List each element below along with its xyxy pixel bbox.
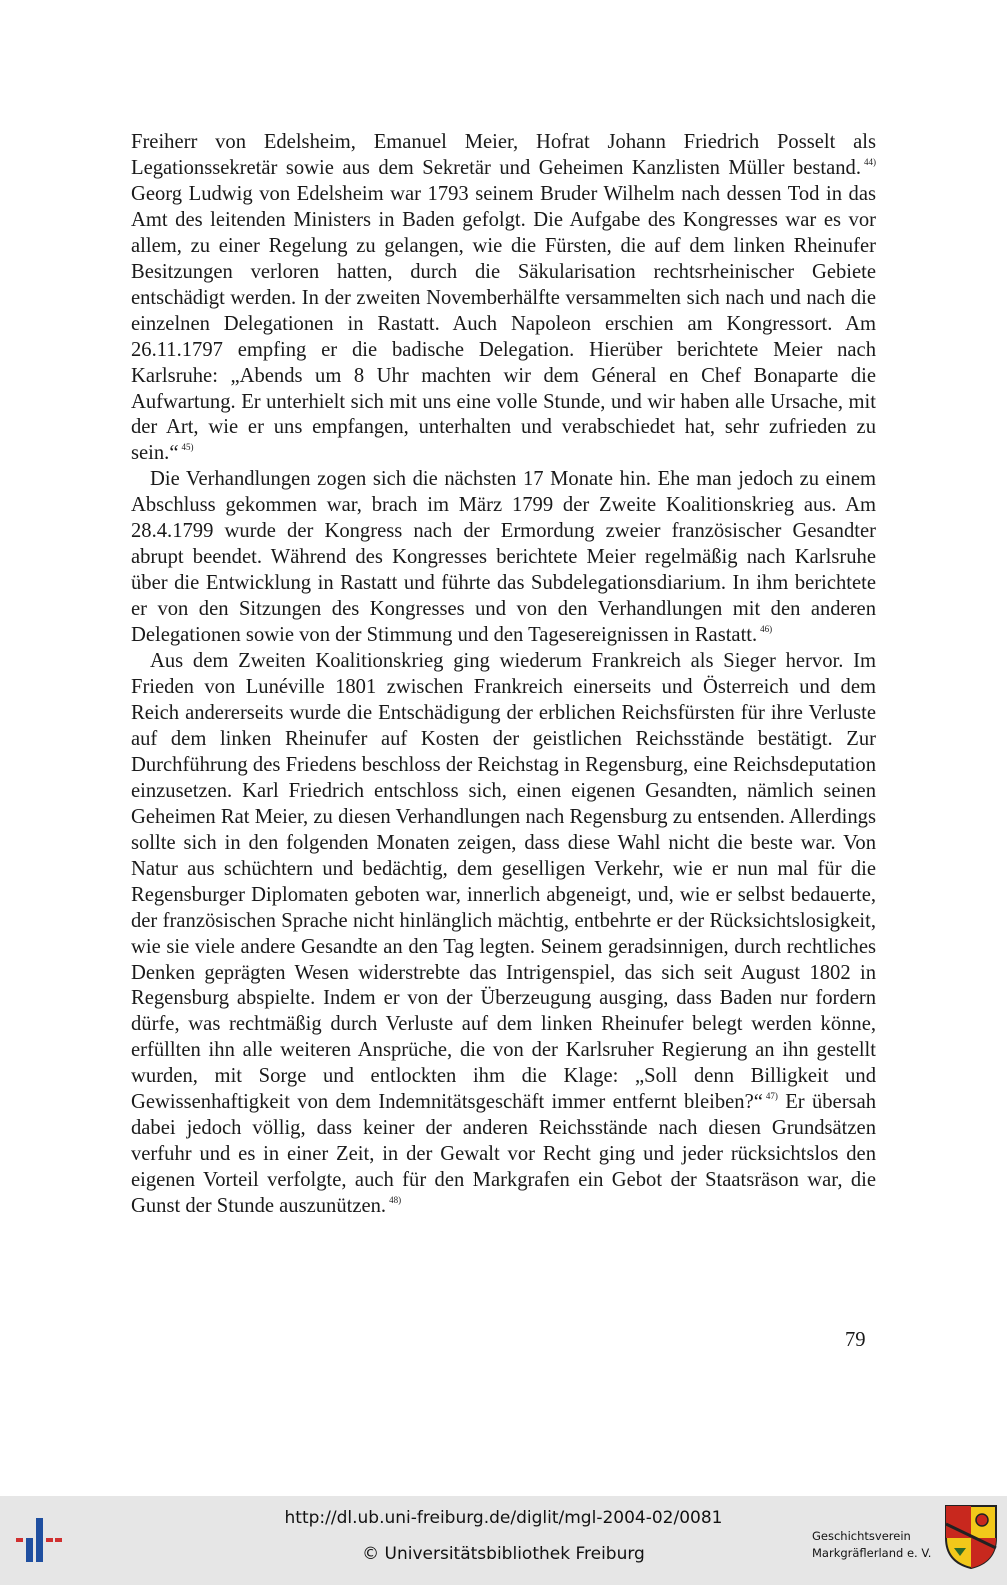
text-run: Er übersah dabei jedoch völlig, dass keiner der anderen Reichsstände nach diesen Grundsätzen verfuhr und es in einer Zeit, in der Gewalt vor Recht ging und jeder rücksichtslos den eigenen Vorteil verfolgte, auch für den Markgrafen ein Gebot der Staatsräson war, die Gunst der Stunde auszunützen.	[131, 1091, 877, 1218]
footnote-ref: 44)	[864, 156, 876, 167]
page-body	[131, 130, 876, 1220]
footer-url-link[interactable]: http://dl.ub.uni-freiburg.de/diglit/mgl-2004-02/0081	[284, 1508, 723, 1528]
text-run: Freiherr von Edelsheim, Emanuel Meier, Hofrat Johann Friedrich Posselt als Legationssekretär sowie aus dem Sekretär und Geheimen Kanzlisten Müller bestand.	[131, 131, 876, 179]
org-name-line-1: Geschichtsverein	[812, 1529, 911, 1543]
text-run: Die Verhandlungen zogen sich die nächsten 17 Monate hin. Ehe man jedoch zu einem Abschluss gekommen war, brach im März 1799 der Zweite Koalitionskrieg aus. Am 28.4.1799 wurde der Kongress nach der Ermordung zweier französischer Gesandter abrupt beendet. Während des Kongresses berichtete Meier regelmäßig nach Karlsruhe über die Entwicklung in Rastatt und führte das Subdelegationsdiarium. In ihm berichtete er von den Sitzungen des Kongresses und von den Verhandlungen mit den anderen Delegationen sowie von der Stimmung und den Tagesereignissen in Rastatt.	[131, 468, 876, 647]
footer-bar	[0, 1496, 1007, 1585]
coat-of-arms-icon	[944, 1504, 998, 1570]
org-name-line-2: Markgräflerland e. V.	[812, 1546, 932, 1560]
paragraph-2	[131, 467, 876, 649]
footnote-ref: 45)	[181, 442, 194, 453]
footnote-ref: 48)	[389, 1195, 402, 1206]
footnote-ref: 47)	[765, 1091, 778, 1102]
text-run: Georg Ludwig von Edelsheim war 1793 seinem Bruder Wilhelm nach dessen Tod in das Amt des leitenden Ministers in Baden gefolgt. Die Aufgabe des Kongresses war es vor allem, zu einer Regelung zu gelangen, wie die Fürsten, die auf dem linken Rheinufer Besitzungen verloren hatten, durch die Säkularisation rechtsrheinischer Gebiete entschädigt werden. In der zweiten Novemberhälfte versammelten sich nach und nach die einzelnen Delegationen in Rastatt. Auch Napoleon erschien am Kongressort. Am 26.11.1797 empfing er die badische Delegation. Hierüber berichtete Meier nach Karlsruhe: „Abends um 8 Uhr machten wir dem Géneral en Chef Bonaparte die Aufwartung. Er unterhielt sich mit uns eine volle Stunde, und wir haben alle Ursache, mit der Art, wie er uns empfangen, unterhalten und verabschiedet hat, sehr zufrieden zu sein.“	[131, 182, 876, 465]
footer-organization	[812, 1528, 942, 1562]
text-run: Aus dem Zweiten Koalitionskrieg ging wiederum Frankreich als Sieger hervor. Im Frieden von Lunéville 1801 zwischen Frankreich einerseits und Österreich und dem Reich andererseits wurde die Entschädigung der erblichen Reichsfürsten für ihre Verluste auf dem linken Rheinufer auf Kosten der geistlichen Reichsstände bestätigt. Zur Durchführung des Friedens beschloss der Reichstag in Regensburg, eine Reichsdeputation einzusetzen. Karl Friedrich entschloss sich, einen eigenen Gesandten, nämlich seinen Geheimen Rat Meier, zu diesen Verhandlungen nach Regensburg zu entsenden. Allerdings sollte sich in den folgenden Monaten zeigen, dass diese Wahl nicht die beste war. Von Natur aus schüchtern und bedächtig, dem geselligen Verkehr, wie er nun mal für die Regensburger Diplomaten geboten war, innerlich abgeneigt, und, wie er selbst bedauerte, der französischen Sprache nicht hinlänglich mächtig, entbehrte er der Rücksichtslosigkeit, wie sie viele andere Gesandte an den Tag legten. Seinem geradsinnigen, durch rechtliches Denken geprägten Wesen widerstrebte das Intrigenspiel, das sich seit August 1802 in Regensburg abspielte. Indem er von der Überzeugung ausging, dass Baden nur fordern dürfe, was rechtmäßig durch Verluste auf dem linken Rheinufer belegt werden könne, erfüllten ihn alle weiteren Ansprüche, die von der Karlsruher Regierung an ihn gestellt wurden, mit Sorge und entlockten ihm die Klage: „Soll denn Billigkeit und Gewissenhaftigkeit von dem Indemnitätsgeschäft immer entfernt bleiben?“	[131, 650, 876, 1114]
paragraph-1	[131, 130, 876, 467]
page-number: 79	[845, 1329, 866, 1351]
paragraph-3	[131, 649, 876, 1220]
footer-copyright: © Universitätsbibliothek Freiburg	[362, 1544, 645, 1564]
footnote-ref: 46)	[760, 624, 773, 635]
